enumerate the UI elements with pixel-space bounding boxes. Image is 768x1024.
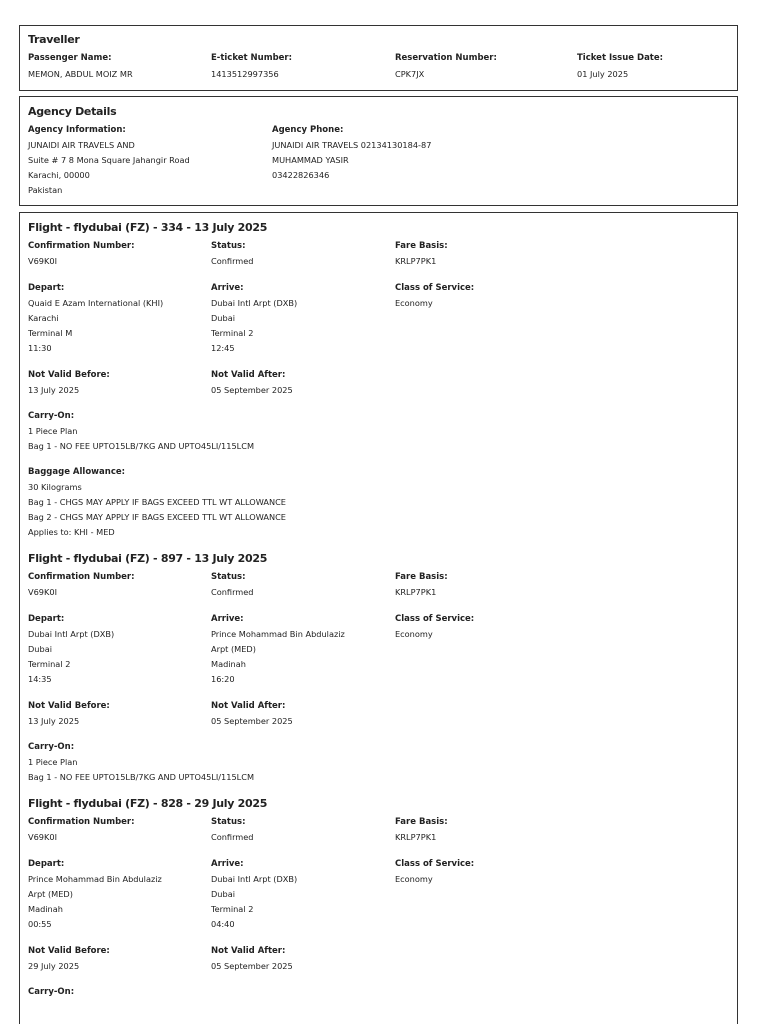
arrive-label: Arrive:	[211, 859, 244, 869]
not-valid-before-value: 29 July 2025	[28, 961, 80, 971]
arrive-label: Arrive:	[211, 614, 244, 624]
carry-on-line: Bag 1 - NO FEE UPTO15LB/7KG AND UPTO45LI/115LCM	[28, 772, 255, 782]
depart-line: Madinah	[28, 904, 63, 914]
depart-label: Depart:	[28, 859, 65, 869]
carry-on-line: 1 Piece Plan	[28, 426, 78, 436]
not-valid-after-value: 05 September 2025	[211, 961, 293, 971]
agency-phone-label: Agency Phone:	[272, 125, 344, 135]
confirmation-label: Confirmation Number:	[28, 817, 135, 827]
not-valid-before-value: 13 July 2025	[28, 385, 80, 395]
agency-info-line: JUNAIDI AIR TRAVELS AND	[28, 140, 135, 150]
carry-on-line: 1 Piece Plan	[28, 757, 78, 767]
not-valid-after-label: Not Valid After:	[211, 701, 286, 711]
arrive-line: Dubai Intl Arpt (DXB)	[211, 874, 298, 884]
depart-label: Depart:	[28, 614, 65, 624]
not-valid-before-label: Not Valid Before:	[28, 370, 110, 380]
not-valid-after-label: Not Valid After:	[211, 946, 286, 956]
depart-line: Terminal 2	[28, 659, 71, 669]
fare-basis-label: Fare Basis:	[395, 817, 448, 827]
flight-title: Flight - flydubai (FZ) - 828 - 29 July 2025	[28, 797, 268, 810]
not-valid-before-label: Not Valid Before:	[28, 946, 110, 956]
class-value: Economy	[395, 874, 433, 884]
class-value: Economy	[395, 629, 433, 639]
agency-info-line: Suite # 7 8 Mona Square Jahangir Road	[28, 155, 190, 165]
baggage-line: 30 Kilograms	[28, 482, 82, 492]
depart-line: Quaid E Azam International (KHI)	[28, 298, 164, 308]
status-label: Status:	[211, 817, 246, 827]
confirmation-label: Confirmation Number:	[28, 241, 135, 251]
arrive-line: Arpt (MED)	[211, 644, 256, 654]
depart-line: Dubai	[28, 644, 52, 654]
flight-title: Flight - flydubai (FZ) - 897 - 13 July 2025	[28, 552, 268, 565]
agency-phone-line: 03422826346	[272, 170, 330, 180]
status-value: Confirmed	[211, 832, 254, 842]
arrive-time: 12:45	[211, 343, 235, 353]
traveller-section	[19, 25, 738, 91]
arrive-line: Madinah	[211, 659, 246, 669]
traveller-title: Traveller	[28, 33, 80, 46]
passenger-name-label: Passenger Name:	[28, 53, 112, 63]
status-value: Confirmed	[211, 256, 254, 266]
depart-line: Karachi	[28, 313, 59, 323]
carry-on-line: Bag 1 - NO FEE UPTO15LB/7KG AND UPTO45LI/115LCM	[28, 441, 255, 451]
class-label: Class of Service:	[395, 283, 475, 293]
arrive-line: Terminal 2	[211, 328, 254, 338]
reservation-value: CPK7JX	[395, 69, 425, 79]
baggage-line: Applies to: KHI - MED	[28, 527, 115, 537]
confirmation-value: V69K0I	[28, 587, 58, 597]
not-valid-after-value: 05 September 2025	[211, 385, 293, 395]
depart-time: 11:30	[28, 343, 52, 353]
status-value: Confirmed	[211, 587, 254, 597]
depart-line: Prince Mohammad Bin Abdulaziz	[28, 874, 162, 884]
issue-date-label: Ticket Issue Date:	[577, 53, 664, 63]
depart-line: Arpt (MED)	[28, 889, 73, 899]
confirmation-value: V69K0I	[28, 832, 58, 842]
agency-info-line: Pakistan	[28, 185, 63, 195]
flights-section	[19, 212, 738, 1024]
baggage-line: Bag 2 - CHGS MAY APPLY IF BAGS EXCEED TTL WT ALLOWANCE	[28, 512, 286, 522]
carry-on-label: Carry-On:	[28, 742, 75, 752]
status-label: Status:	[211, 241, 246, 251]
arrive-line: Prince Mohammad Bin Abdulaziz	[211, 629, 345, 639]
flight-title: Flight - flydubai (FZ) - 334 - 13 July 2025	[28, 221, 268, 234]
agency-phone-line: MUHAMMAD YASIR	[272, 155, 349, 165]
depart-line: Dubai Intl Arpt (DXB)	[28, 629, 115, 639]
agency-info-label: Agency Information:	[28, 125, 126, 135]
fare-basis-label: Fare Basis:	[395, 572, 448, 582]
confirmation-label: Confirmation Number:	[28, 572, 135, 582]
agency-title: Agency Details	[28, 105, 117, 118]
agency-section	[19, 96, 738, 206]
arrive-line: Dubai Intl Arpt (DXB)	[211, 298, 298, 308]
arrive-line: Terminal 2	[211, 904, 254, 914]
carry-on-label: Carry-On:	[28, 987, 75, 997]
not-valid-before-label: Not Valid Before:	[28, 701, 110, 711]
agency-info-line: Karachi, 00000	[28, 170, 90, 180]
arrive-line: Dubai	[211, 313, 235, 323]
class-value: Economy	[395, 298, 433, 308]
confirmation-value: V69K0I	[28, 256, 58, 266]
fare-basis-value: KRLP7PK1	[395, 256, 437, 266]
arrive-line: Dubai	[211, 889, 235, 899]
arrive-time: 04:40	[211, 919, 235, 929]
depart-line: Terminal M	[28, 328, 73, 338]
fare-basis-value: KRLP7PK1	[395, 587, 437, 597]
depart-time: 00:55	[28, 919, 52, 929]
agency-phone-line: JUNAIDI AIR TRAVELS 02134130184-87	[272, 140, 432, 150]
not-valid-before-value: 13 July 2025	[28, 716, 80, 726]
eticket-value: 1413512997356	[211, 69, 279, 79]
carry-on-label: Carry-On:	[28, 411, 75, 421]
depart-label: Depart:	[28, 283, 65, 293]
issue-date-value: 01 July 2025	[577, 69, 629, 79]
reservation-label: Reservation Number:	[395, 53, 497, 63]
not-valid-after-label: Not Valid After:	[211, 370, 286, 380]
baggage-allowance-label: Baggage Allowance:	[28, 467, 126, 477]
fare-basis-label: Fare Basis:	[395, 241, 448, 251]
not-valid-after-value: 05 September 2025	[211, 716, 293, 726]
arrive-time: 16:20	[211, 674, 235, 684]
fare-basis-value: KRLP7PK1	[395, 832, 437, 842]
class-label: Class of Service:	[395, 859, 475, 869]
eticket-label: E-ticket Number:	[211, 53, 293, 63]
baggage-line: Bag 1 - CHGS MAY APPLY IF BAGS EXCEED TTL WT ALLOWANCE	[28, 497, 286, 507]
passenger-name-value: MEMON, ABDUL MOIZ MR	[28, 69, 133, 79]
status-label: Status:	[211, 572, 246, 582]
class-label: Class of Service:	[395, 614, 475, 624]
arrive-label: Arrive:	[211, 283, 244, 293]
depart-time: 14:35	[28, 674, 52, 684]
